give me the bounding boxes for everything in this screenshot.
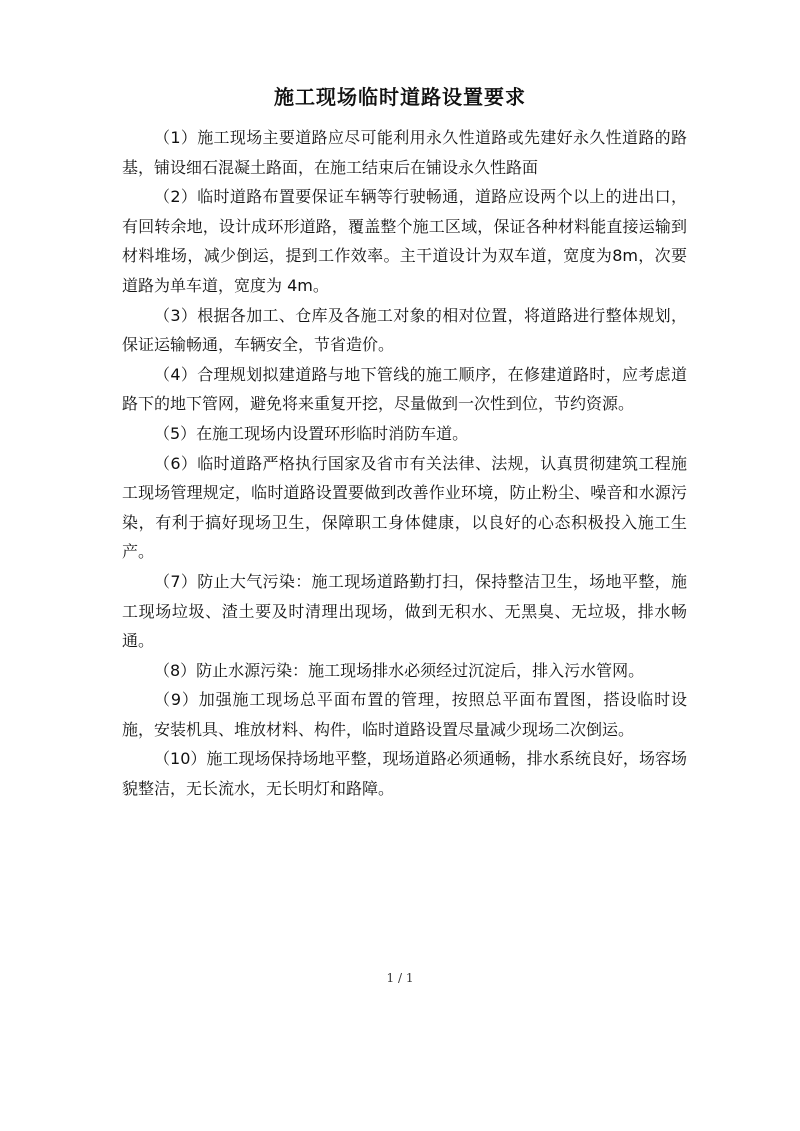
paragraph-10: （10）施工现场保持场地平整，现场道路必须通畅，排水系统良好，场容场貌整洁，无长流水，无长明灯和路障。 <box>122 749 687 799</box>
paragraph-9: （9）加强施工现场总平面布置的管理，按照总平面布置图，搭设临时设施，安装机具、堆放材料、构件，临时道路设置尽量减少现场二次倒运。 <box>122 690 687 739</box>
paragraph-5: （5）在施工现场内设置环形临时消防车道。 <box>154 423 469 443</box>
document-title: 施工现场临时道路设置要求 <box>274 85 526 109</box>
page-number: 1 / 1 <box>386 971 414 985</box>
paragraph-4: （4）合理规划拟建道路与地下管线的施工顺序，在修建道路时，应考虑道路下的地下管网，避免将来重复开挖，尽量做到一次性到位，节约资源。 <box>122 364 687 414</box>
paragraph-2: （2）临时道路布置要保证车辆等行驶畅通，道路应设两个以上的进出口，有回转余地，设计成环形道路，覆盖整个施工区域，保证各种材料能直接运输到材料堆场，减少倒运，提到工作效率。主干道设计为双车道，宽度为8m，次要道路为单车道，宽度为 4m。 <box>122 187 687 295</box>
paragraph-6: （6）临时道路严格执行国家及省市有关法律、法规，认真贯彻建筑工程施工现场管理规定，临时道路设置要做到改善作业环境，防止粉尘、噪音和水源污染，有利于搞好现场卫生，保障职工身体健康，以良好的心态积极投入施工生产。 <box>122 453 687 562</box>
paragraph-3: （3）根据各加工、仓库及各施工对象的相对位置，将道路进行整体规划，保证运输畅通，车辆安全，节省造价。 <box>122 305 687 355</box>
paragraph-8: （8）防止水源污染：施工现场排水必须经过沉淀后，排入污水管网。 <box>154 660 645 680</box>
document-body <box>122 123 687 804</box>
paragraph-7: （7）防止大气污染：施工现场道路勤打扫，保持整洁卫生，场地平整，施工现场垃圾、渣土要及时清理出现场，做到无积水、无黑臭、无垃圾，排水畅通。 <box>122 571 687 651</box>
paragraph-1: （1）施工现场主要道路应尽可能利用永久性道路或先建好永久性道路的路基，铺设细石混凝土路面，在施工结束后在铺设永久性路面 <box>122 128 687 177</box>
